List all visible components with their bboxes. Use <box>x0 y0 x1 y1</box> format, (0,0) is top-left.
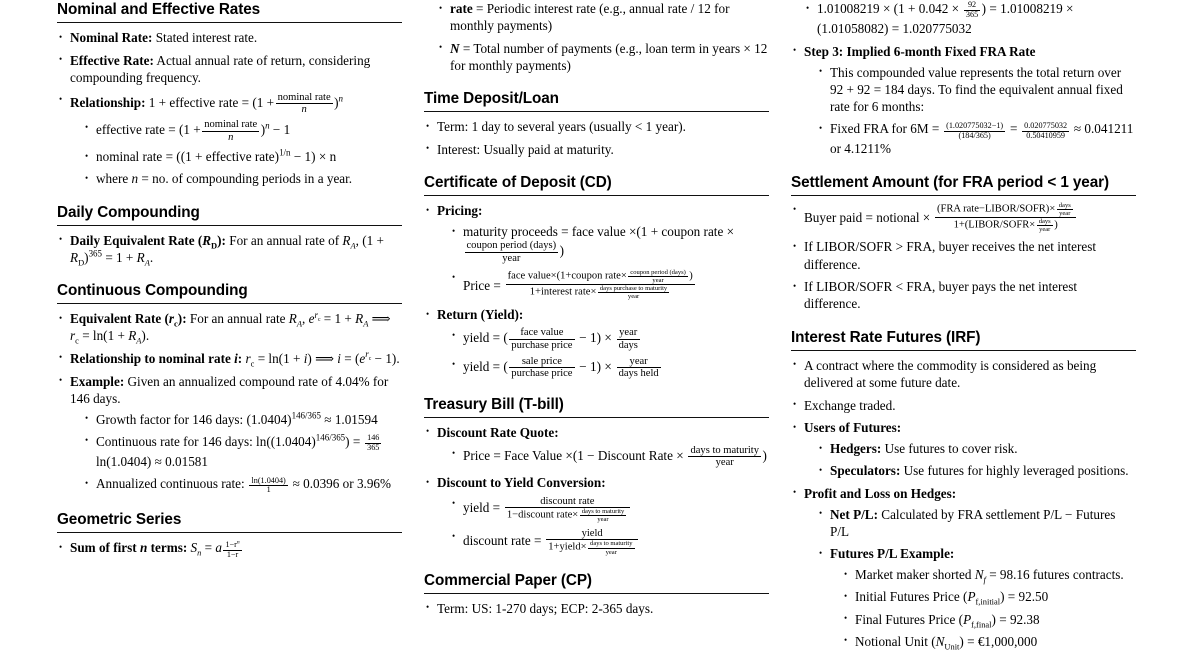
heading-rule <box>791 350 1136 351</box>
formula-cd-price: Price = face value×(1+coupon rate× $\frac{\text{coupon period (days)}}{\text{year}}$ ) 1+interest rate× $\frac{\text{days purchase to maturity}}{\text{year}}$ <box>463 269 693 301</box>
list-item: • Hedgers: Use futures to cover risk. <box>817 440 1136 457</box>
list-item <box>791 485 1136 650</box>
term-label: Equivalent Rate $(r_c)$: <box>70 311 187 329</box>
fraction: $\frac{\text{year}}{\text{days held}}$ <box>618 356 659 380</box>
fraction: $\frac{0.020775032}{0.50410959}$ <box>1024 120 1068 140</box>
list-time-deposit-loan <box>424 118 769 158</box>
formula-continuous-rate: Continuous rate for 146 days: $\ln((1.0404)^{146/365})$ = $\frac{146}{365}$ ln(1.0404) ≈ 0.01581 <box>96 432 380 470</box>
fraction-denominator: 1+yield× $\frac{\text{days to maturity}}{\text{year}}$ <box>548 540 633 556</box>
list-item <box>57 539 402 559</box>
formula-fixed-fra-6m: Fixed FRA for 6M = $\frac{(1.020775032-1)}{(184/365)}$ = $\frac{0.020775032}{0.50410959}$ ≈ 0.041211 or 4.1211% <box>830 120 1134 157</box>
term-label: Discount to Yield Conversion: <box>437 475 606 491</box>
sublist-return-yield <box>437 327 769 380</box>
list-item <box>57 373 402 496</box>
formula-tbill-price: Price = Face Value ×(1 − Discount Rate × $\frac{\text{days to maturity}}{\text{year}}$ ) <box>463 445 767 469</box>
fraction-denominator: 1+interest rate× $\frac{\text{days purchase to maturity}}{\text{year}}$ <box>529 285 668 301</box>
list-item <box>57 52 402 86</box>
section-heading-settlement-amount: Settlement Amount (for FRA period < 1 year) <box>791 173 1109 191</box>
list-item: • If LIBOR/SOFR < FRA, buyer pays the net interest difference. <box>791 278 1136 312</box>
formula-annualized-continuous: Annualized continuous rate: $\frac{\ln(1.0404)}{1}$ ≈ 0.0396 or 3.96% <box>96 475 392 495</box>
list-item <box>424 474 769 555</box>
list-item <box>57 350 402 367</box>
fraction: $\frac{\ln(1.0404)}{1}$ <box>251 475 286 495</box>
list-certificate-of-deposit <box>424 202 769 380</box>
list-item <box>791 419 1136 479</box>
fraction <box>935 202 1076 233</box>
fraction: $\frac{\text{sale price}}{\text{purchase price}}$ <box>511 356 573 380</box>
formula-buyer-paid: Buyer paid = notional × (FRA rate−LIBOR/SOFR)× $\frac{\text{days}}{\text{year}}$ 1+(LIBOR/SOFR× $\frac{\text{days}}{\text{year}}$ ) <box>804 210 1078 225</box>
term-label: Hedgers: <box>830 441 882 457</box>
list-item <box>791 202 1136 233</box>
list-item: • A contract where the commodity is considered as being delivered at some future date. <box>791 357 1136 391</box>
term-label: Profit and Loss on Hedges: <box>804 485 957 501</box>
sublist-discount-rate-quote <box>437 445 769 469</box>
list-item <box>842 566 1136 583</box>
list-item <box>817 545 1136 650</box>
list-item: • rate = Periodic interest rate (e.g., annual rate / 12 for monthly payments) <box>437 0 769 34</box>
term-label: Sum of first n terms: <box>70 540 188 556</box>
nested-fraction: $\frac{\text{coupon period (days)}}{\text{year}}$ <box>630 269 686 285</box>
section-heading-time-deposit-loan: Time Deposit/Loan <box>424 90 559 108</box>
list-item: • Speculators: Use futures for highly leveraged positions. <box>817 462 1136 479</box>
list-treasury-bill <box>424 424 769 556</box>
term-label: Pricing: <box>437 203 483 219</box>
list-item <box>83 411 402 428</box>
list-item <box>450 496 769 524</box>
fraction: $\frac{146}{365}$ <box>367 433 380 453</box>
heading-rule <box>424 417 769 418</box>
list-item <box>424 424 769 469</box>
list-commercial-paper <box>424 600 769 617</box>
list-daily-compounding <box>57 232 402 266</box>
list-item <box>57 232 402 266</box>
fraction-denominator: 1−discount rate× $\frac{\text{days to maturity}}{\text{year}}$ <box>506 507 625 524</box>
column-3 <box>791 0 1156 655</box>
heading-rule <box>57 532 402 533</box>
fraction: $\frac{(1.020775032-1)}{(184/365)}$ <box>946 120 1004 140</box>
section-heading-certificate-of-deposit: Certificate of Deposit (CD) <box>424 174 612 192</box>
formula-yield-face-value: yield = ( $\frac{\text{face value}}{\text{purchase price}}$ − 1) × $\frac{\text{year}}{\text{days}}$ <box>463 327 638 351</box>
sublist-users-of-futures <box>804 440 1136 479</box>
column-2 <box>424 0 789 655</box>
list-item <box>424 306 769 380</box>
list-item <box>450 327 769 351</box>
list-item <box>804 0 1136 37</box>
sublist-example <box>70 411 402 495</box>
list-item <box>83 148 402 165</box>
term-label: Futures P/L Example: <box>830 546 955 562</box>
term-text: Stated interest rate. <box>155 30 258 46</box>
heading-rule <box>424 593 769 594</box>
list-item: • where n = no. of compounding periods in a year. <box>83 170 402 187</box>
list-item <box>450 528 769 556</box>
section-heading-daily-compounding: Daily Compounding <box>57 203 200 221</box>
formula-effective-rate: effective rate = (1 + $\frac{\text{nominal rate}}{n}$ )$^n$ − 1 <box>96 119 291 143</box>
sublist-step3 <box>804 64 1136 158</box>
list-settlement-amount <box>791 202 1136 313</box>
list-item: • Interest: Usually paid at maturity. <box>424 141 769 158</box>
fraction: $\frac{\text{face value}}{\text{purchase price}}$ <box>511 327 573 351</box>
fraction-numerator: face value×(1+coupon rate× $\frac{\text{coupon period (days)}}{\text{year}}$ ) <box>507 269 693 285</box>
list-item <box>57 92 402 188</box>
heading-rule <box>57 303 402 304</box>
formula-yield-sale-price: yield = ( $\frac{\text{sale price}}{\text{purchase price}}$ − 1) × $\frac{\text{year}}{\text{days held}}$ <box>463 356 659 380</box>
section-heading-continuous-compounding: Continuous Compounding <box>57 281 248 299</box>
variable-N: N <box>450 40 460 56</box>
sublist-discount-to-yield <box>437 496 769 556</box>
list-item <box>83 475 402 495</box>
list-item <box>83 119 402 143</box>
list-continuous-compounding <box>57 310 402 495</box>
list-item <box>424 202 769 300</box>
list-geometric-series <box>57 539 402 559</box>
nested-fraction: $\frac{\text{days purchase to maturity}}{\text{year}}$ <box>599 285 668 301</box>
list-item: • Term: US: 1-270 days; ECP: 2-365 days. <box>424 600 769 617</box>
list-annuity-variables <box>424 0 769 74</box>
section-heading-geometric-series: Geometric Series <box>57 511 182 529</box>
sublist-profit-loss-hedges <box>804 506 1136 650</box>
list-item: • Term: 1 day to several years (usually < 1 year). <box>424 118 769 135</box>
variable-rate: rate <box>450 1 473 16</box>
fraction: $\frac{\text{days to maturity}}{\text{year}}$ <box>690 445 760 469</box>
formula-relationship: 1 + effective rate = (1 + $\frac{\text{nominal rate}}{n}$ )$^n$ <box>148 91 344 115</box>
formula-notional-unit: Notional Unit $(N_{Unit})$ = €1,000,000 <box>855 633 1038 652</box>
term-label: Return (Yield): <box>437 307 524 323</box>
list-item <box>842 633 1136 650</box>
formula-discount-to-yield: yield = discount rate 1−discount rate× $\frac{\text{days to maturity}}{\text{year}}$ <box>463 500 631 515</box>
exponent-rc: rc <box>365 349 372 363</box>
nested-fraction: $\frac{\text{days}}{\text{year}}$ <box>1058 201 1071 217</box>
sublist-relationship <box>70 119 402 187</box>
list-item <box>450 356 769 380</box>
fraction: $\frac{1-r^n}{1-r}$ <box>225 539 240 559</box>
formula-nominal-rate: nominal rate = ((1 + effective rate)$^{1/n}$ − 1) × n <box>96 147 337 165</box>
term-label: Step 3: Implied 6-month Fixed FRA Rate <box>804 43 1036 59</box>
section-heading-interest-rate-futures: Interest Rate Futures (IRF) <box>791 328 981 346</box>
sublist-futures-example <box>830 566 1136 650</box>
term-label: Nominal Rate: <box>70 30 153 46</box>
list-item <box>450 223 769 264</box>
fraction-denominator: 1+(LIBOR/SOFR× $\frac{\text{days}}{\text{year}}$ ) <box>953 217 1058 233</box>
formula-relationship-nominal: $r_c = \ln(1 + i)$ ⟹ $i = (e^{r_c} - 1)$. <box>245 349 400 369</box>
heading-rule <box>791 195 1136 196</box>
list-item <box>842 588 1136 608</box>
formula-equivalent-rate: For an annual rate $R_A$, $e^{r_c} = 1 + R_A$ ⟹ $r_c = \ln(1 + R_A)$. <box>70 309 391 346</box>
term-text: Actual annual rate of return, considering compounding frequency. <box>70 52 371 85</box>
term-label: Relationship to nominal rate i: <box>70 350 243 366</box>
list-item: • Net P/L: Calculated by FRA settlement P/L − Futures P/L <box>817 506 1136 540</box>
term-label: Example: <box>70 373 125 389</box>
nested-fraction: $\frac{\text{days to maturity}}{\text{year}}$ <box>581 507 625 524</box>
term-label: Daily Equivalent Rate $(R_D)$: <box>70 232 226 251</box>
formula-yield-to-discount: discount rate = yield 1+yield× $\frac{\text{days to maturity}}{\text{year}}$ <box>463 533 640 548</box>
list-item: • N = Total number of payments (e.g., loan term in years × 12 for monthly payments) <box>437 40 769 74</box>
nested-fraction: $\frac{\text{days}}{\text{year}}$ <box>1038 217 1051 233</box>
heading-rule <box>57 22 402 23</box>
fraction: $\frac{92}{365}$ <box>965 0 979 20</box>
list-item <box>791 43 1136 158</box>
term-text: Given an annualized compound rate of 4.04% for 146 days. <box>70 373 389 406</box>
heading-rule <box>424 111 769 112</box>
exponent-rc: rc <box>314 309 321 323</box>
formula-final-futures-price: Final Futures Price $(P_{f,final}) = 92.38$ <box>855 611 1040 630</box>
column-1 <box>57 0 422 655</box>
section-heading-treasury-bill: Treasury Bill (T-bill) <box>424 395 564 413</box>
list-item <box>450 269 769 300</box>
formula-compounded-value: 1.01008219 × (1 + 0.042 × $\frac{92}{365}$ ) = 1.01008219 × (1.01058082) = 1.020775032 <box>817 0 1074 37</box>
fraction: $\frac{\text{nominal rate}}{n}$ <box>277 91 331 115</box>
formula-maturity-proceeds: maturity proceeds = face value ×(1 + coupon rate × $\frac{\text{coupon period (days)}}{\text{year}}$ ) <box>463 224 735 264</box>
fraction: $\frac{\text{year}}{\text{days}}$ <box>618 327 638 351</box>
list-nominal-effective-rates <box>57 29 402 187</box>
nested-fraction: $\frac{\text{days to maturity}}{\text{year}}$ <box>590 540 633 556</box>
list-item: • If LIBOR/SOFR > FRA, buyer receives the net interest difference. <box>791 238 1136 272</box>
list-interest-rate-futures <box>791 357 1136 650</box>
list-item: • Exchange traded. <box>791 397 1136 414</box>
section-heading-commercial-paper: Commercial Paper (CP) <box>424 571 592 589</box>
heading-rule <box>424 195 769 196</box>
term-label: Relationship: <box>70 94 146 110</box>
formula-growth-factor: Growth factor for 146 days: $(1.0404)^{146/365} \approx 1.01594$ <box>96 410 378 427</box>
term-label: Discount Rate Quote: <box>437 424 559 440</box>
fraction-numerator: (FRA rate−LIBOR/SOFR)× $\frac{\text{days}}{\text{year}}$ <box>935 202 1076 218</box>
list-item <box>83 433 402 470</box>
section-heading-nominal-effective-rates: Nominal and Effective Rates <box>57 1 261 18</box>
term-label: Effective Rate: <box>70 52 154 68</box>
list-item <box>57 310 402 344</box>
fraction: discount rate 1−discount rate× $\frac{\text{days to maturity}}{\text{year}}$ <box>505 496 630 524</box>
list-item <box>817 120 1136 157</box>
sublist-pricing <box>437 223 769 300</box>
fraction: $\frac{\text{nominal rate}}{n}$ <box>204 119 258 143</box>
heading-rule <box>57 225 402 226</box>
fraction <box>506 269 695 300</box>
fraction-numerator: $1-r^n$ <box>225 539 240 549</box>
fraction: $\frac{\text{coupon period (days)}}{\text{year}}$ <box>466 240 557 264</box>
fraction: yield 1+yield× $\frac{\text{days to maturity}}{\text{year}}$ <box>546 528 638 556</box>
list-item: • This compounded value represents the total return over 92 + 92 = 184 days. To find the equivalent annual fixed rate for 6 months: <box>817 64 1136 115</box>
formula-initial-futures-price: Initial Futures Price $(P_{f,initial}) = 92.50$ <box>855 589 1049 608</box>
formula-contracts-shorted: Market maker shorted $N_f = 98.16$ futures contracts. <box>855 567 1124 585</box>
list-item <box>842 611 1136 628</box>
list-item <box>57 29 402 46</box>
term-label: Speculators: <box>830 463 901 479</box>
formula-daily-equivalent-rate: For an annual rate of $R_A$, $(1 + R_D)^{365} = 1 + R_A$. <box>70 232 384 268</box>
term-label: Users of Futures: <box>804 420 902 436</box>
formula-sum-first-n: $S_n = a$ $\frac{1-r^n}{1-r}$ <box>190 539 240 559</box>
list-item <box>450 445 769 469</box>
list-fra-steps <box>791 0 1136 158</box>
term-label: Net P/L: <box>830 506 878 522</box>
